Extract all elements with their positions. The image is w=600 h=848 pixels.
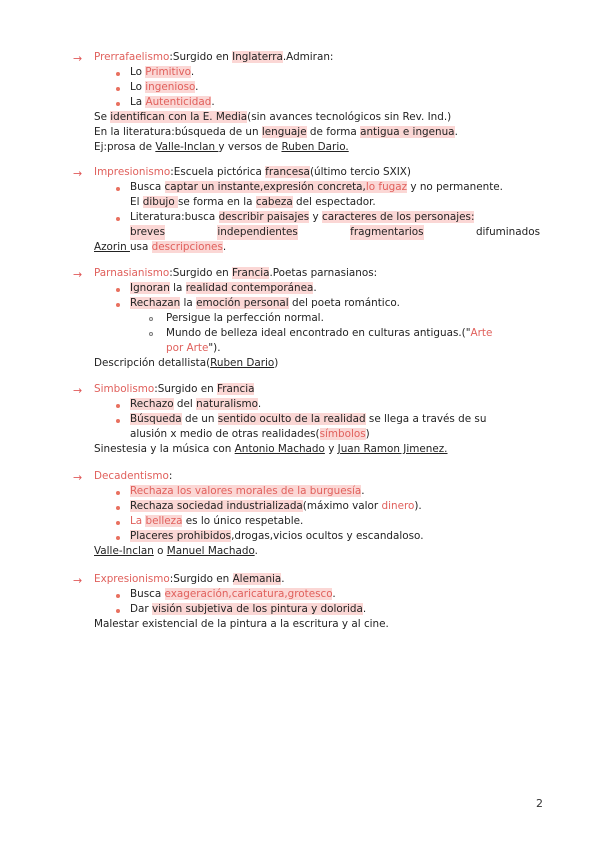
list-item: Rechaza los valores morales de la burguesía. [130,485,365,497]
circle-bullet-icon [149,332,153,336]
arrow-icon: → [73,52,83,65]
bullet-icon [116,594,120,598]
bullet-icon [116,102,120,106]
section-heading: Decadentismo: [94,470,173,482]
bullet-icon [116,419,120,423]
bullet-icon [116,217,120,221]
paragraph-line: Valle-Inclan o Manuel Machado. [94,545,258,557]
section-heading: Impresionismo:Escuela pictórica francesa(último tercio SXIX) [94,166,411,178]
paragraph-line: En la literatura:búsqueda de un lenguaje de forma antigua e ingenua. [94,126,458,138]
list-item: Placeres prohibidos,drogas,vicios ocultos y escandaloso. [130,530,424,542]
list-item-continuation: alusión x medio de otras realidades(símbolos) [130,428,370,440]
list-item-continuation: El dibujo se forma en la cabeza del espectador. [130,196,376,208]
arrow-icon: → [73,167,83,180]
bullet-icon [116,187,120,191]
section-heading: Simbolismo:Surgido en Francia [94,383,255,395]
paragraph-line: Se identifican con la E. Media(sin avances tecnológicos sin Rev. Ind.) [94,111,452,123]
list-item-continuation: breves independientes fragmentarios difuminados [130,226,540,238]
paragraph-line: Sinestesia y la música con Antonio Machado y Juan Ramon Jimenez. [94,443,448,455]
paragraph-line: Descripción detallista(Ruben Dario) [94,357,279,369]
sub-list-item-continuation: por Arte"). [166,342,221,354]
list-item: Rechaza sociedad industrializada(máximo valor dinero). [130,500,422,512]
bullet-icon [116,609,120,613]
list-item: La Autenticidad. [130,96,215,108]
list-item: La belleza es lo único respetable. [130,515,304,527]
bullet-icon [116,288,120,292]
list-item: Ignoran la realidad contemporánea. [130,282,317,294]
bullet-icon [116,521,120,525]
section-heading: Parnasianismo:Surgido en Francia.Poetas parnasianos: [94,267,378,279]
sub-list-item: Mundo de belleza ideal encontrado en culturas antiguas.("Arte [166,327,493,339]
arrow-icon: → [73,268,83,281]
bullet-icon [116,72,120,76]
list-item: Busca captar un instante,expresión concreta,lo fugaz y no permanente. [130,181,503,193]
list-item: Búsqueda de un sentido oculto de la realidad se llega a través de su [130,413,487,425]
bullet-icon [116,87,120,91]
sub-list-item: Persigue la perfección normal. [166,312,324,324]
page-number: 2 [536,797,543,810]
paragraph-line: Azorin usa descripciones. [94,241,227,253]
list-item: Rechazo del naturalismo. [130,398,262,410]
arrow-icon: → [73,574,83,587]
paragraph-line: Ej:prosa de Valle-Inclan y versos de Ruben Dario. [94,141,349,153]
arrow-icon: → [73,384,83,397]
list-item: Lo ingenioso. [130,81,199,93]
bullet-icon [116,404,120,408]
section-heading: Prerrafaelismo:Surgido en Inglaterra.Admiran: [94,51,334,63]
list-item: Rechazan la emoción personal del poeta romántico. [130,297,400,309]
list-item: Dar visión subjetiva de los pintura y dolorida. [130,603,367,615]
circle-bullet-icon [149,317,153,321]
list-item: Busca exageración,caricatura,grotesco. [130,588,336,600]
arrow-icon: → [73,471,83,484]
bullet-icon [116,303,120,307]
list-item: Literatura:busca describir paisajes y caracteres de los personajes: [130,211,475,223]
bullet-icon [116,491,120,495]
list-item: Lo Primitivo. [130,66,195,78]
bullet-icon [116,506,120,510]
paragraph-line: Malestar existencial de la pintura a la escritura y al cine. [94,618,389,630]
section-heading: Expresionismo:Surgido en Alemania. [94,573,285,585]
bullet-icon [116,536,120,540]
